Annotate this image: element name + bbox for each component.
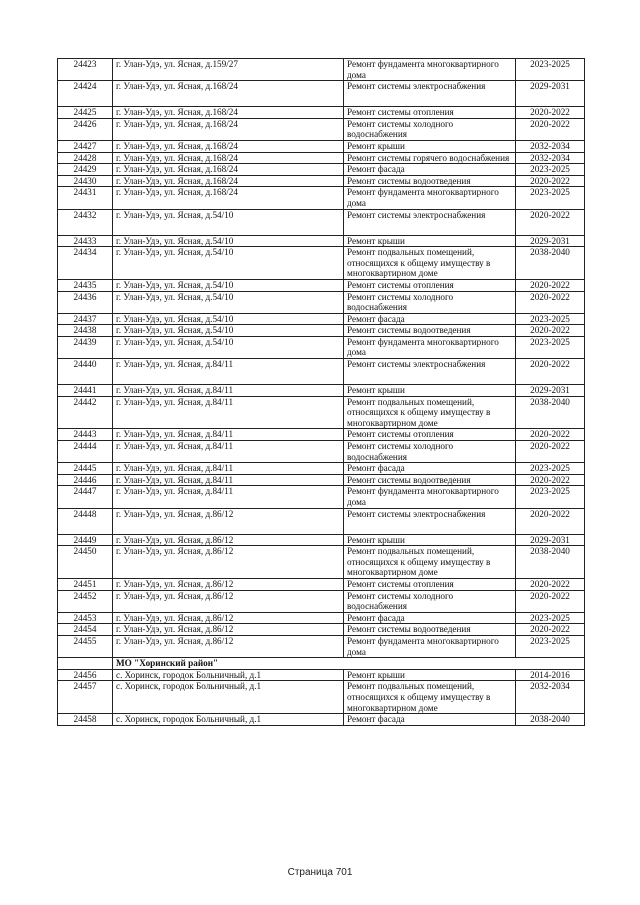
address-cell: г. Улан-Удэ, ул. Ясная, д.54/10 [113,291,344,313]
work-type-cell: Ремонт крыши [344,534,516,546]
address-cell: г. Улан-Удэ, ул. Ясная, д.84/11 [113,463,344,475]
work-type-cell: Ремонт фундамента многоквартирного дома [344,336,516,358]
period-cell: 2029-2031 [516,235,585,247]
address-cell: г. Улан-Удэ, ул. Ясная, д.54/10 [113,325,344,337]
period-cell: 2020-2022 [516,624,585,636]
period-cell: 2023-2025 [516,59,585,81]
period-cell: 2023-2025 [516,313,585,325]
table-row [58,359,585,385]
row-number-cell: 24424 [58,81,113,107]
work-type-cell: Ремонт подвальных помещений, относящихся к общему имуществу в многоквартирном доме [344,681,516,714]
address-cell: г. Улан-Удэ, ул. Ясная, д.86/12 [113,635,344,657]
work-type-cell: Ремонт фасада [344,714,516,726]
row-number-cell: 24446 [58,474,113,486]
row-number-cell: 24458 [58,714,113,726]
table-row [58,624,585,636]
address-cell: г. Улан-Удэ, ул. Ясная, д.84/11 [113,429,344,441]
table-row [58,681,585,714]
address-cell: г. Улан-Удэ, ул. Ясная, д.168/24 [113,187,344,209]
address-cell: г. Улан-Удэ, ул. Ясная, д.84/11 [113,385,344,397]
address-cell: г. Улан-Удэ, ул. Ясная, д.168/24 [113,175,344,187]
period-cell: 2038-2040 [516,546,585,579]
table-row [58,175,585,187]
period-cell: 2020-2022 [516,474,585,486]
work-type-cell: Ремонт крыши [344,235,516,247]
table-row [58,325,585,337]
row-number-cell: 24448 [58,508,113,534]
section-num-cell [58,658,113,670]
period-cell: 2020-2022 [516,578,585,590]
table-body [58,59,585,726]
row-number-cell: 24429 [58,164,113,176]
row-number-cell: 24449 [58,534,113,546]
table-row [58,209,585,235]
table-row [58,279,585,291]
period-cell: 2032-2034 [516,152,585,164]
table-row [58,429,585,441]
period-cell: 2020-2022 [516,107,585,119]
work-type-cell: Ремонт системы водоотведения [344,325,516,337]
table-row [58,546,585,579]
work-type-cell: Ремонт фундамента многоквартирного дома [344,486,516,508]
address-cell: г. Улан-Удэ, ул. Ясная, д.168/24 [113,164,344,176]
period-cell: 2014-2016 [516,669,585,681]
table-row [58,635,585,657]
period-cell: 2038-2040 [516,396,585,429]
period-cell: 2023-2025 [516,463,585,475]
section-row [58,658,585,670]
row-number-cell: 24457 [58,681,113,714]
table-row [58,486,585,508]
work-type-cell: Ремонт системы электроснабжения [344,81,516,107]
address-cell: с. Хоринск, городок Больничный, д.1 [113,681,344,714]
table-row [58,313,585,325]
period-cell: 2023-2025 [516,187,585,209]
address-cell: г. Улан-Удэ, ул. Ясная, д.54/10 [113,209,344,235]
table-row [58,336,585,358]
page-number: Страница 701 [287,867,353,878]
address-cell: г. Улан-Удэ, ул. Ясная, д.84/11 [113,396,344,429]
work-type-cell: Ремонт системы водоотведения [344,175,516,187]
address-cell: г. Улан-Удэ, ул. Ясная, д.168/24 [113,81,344,107]
work-type-cell: Ремонт системы электроснабжения [344,209,516,235]
address-cell: г. Улан-Удэ, ул. Ясная, д.84/11 [113,359,344,385]
row-number-cell: 24432 [58,209,113,235]
work-type-cell: Ремонт системы холодного водоснабжения [344,441,516,463]
row-number-cell: 24454 [58,624,113,636]
work-type-cell: Ремонт крыши [344,385,516,397]
work-type-cell: Ремонт системы отопления [344,107,516,119]
work-type-cell: Ремонт фасада [344,612,516,624]
row-number-cell: 24450 [58,546,113,579]
address-cell: г. Улан-Удэ, ул. Ясная, д.86/12 [113,590,344,612]
address-cell: с. Хоринск, городок Больничный, д.1 [113,669,344,681]
row-number-cell: 24430 [58,175,113,187]
table-row [58,669,585,681]
section-title: МО "Хоринский район" [113,658,585,670]
period-cell: 2020-2022 [516,325,585,337]
row-number-cell: 24439 [58,336,113,358]
work-type-cell: Ремонт фундамента многоквартирного дома [344,635,516,657]
period-cell: 2023-2025 [516,486,585,508]
address-cell: г. Улан-Удэ, ул. Ясная, д.86/12 [113,508,344,534]
row-number-cell: 24442 [58,396,113,429]
row-number-cell: 24431 [58,187,113,209]
table-row [58,508,585,534]
work-type-cell: Ремонт фасада [344,164,516,176]
row-number-cell: 24435 [58,279,113,291]
work-type-cell: Ремонт системы водоотведения [344,474,516,486]
address-cell: г. Улан-Удэ, ул. Ясная, д.84/11 [113,486,344,508]
table-row [58,714,585,726]
period-cell: 2038-2040 [516,247,585,280]
period-cell: 2023-2025 [516,635,585,657]
period-cell: 2029-2031 [516,385,585,397]
table-row [58,235,585,247]
work-type-cell: Ремонт системы отопления [344,578,516,590]
row-number-cell: 24444 [58,441,113,463]
row-number-cell: 24452 [58,590,113,612]
table-row [58,463,585,475]
period-cell: 2020-2022 [516,291,585,313]
address-cell: г. Улан-Удэ, ул. Ясная, д.168/24 [113,140,344,152]
work-type-cell: Ремонт крыши [344,669,516,681]
work-type-cell: Ремонт подвальных помещений, относящихся к общему имуществу в многоквартирном доме [344,546,516,579]
row-number-cell: 24443 [58,429,113,441]
row-number-cell: 24437 [58,313,113,325]
table-row [58,81,585,107]
work-type-cell: Ремонт подвальных помещений, относящихся к общему имуществу в многоквартирном доме [344,396,516,429]
address-cell: г. Улан-Удэ, ул. Ясная, д.86/12 [113,624,344,636]
address-cell: г. Улан-Удэ, ул. Ясная, д.54/10 [113,247,344,280]
row-number-cell: 24456 [58,669,113,681]
table-row [58,590,585,612]
repair-schedule-table [57,58,585,726]
work-type-cell: Ремонт фундамента многоквартирного дома [344,187,516,209]
period-cell: 2020-2022 [516,441,585,463]
work-type-cell: Ремонт фундамента многоквартирного дома [344,59,516,81]
period-cell: 2020-2022 [516,175,585,187]
work-type-cell: Ремонт фасада [344,463,516,475]
period-cell: 2020-2022 [516,279,585,291]
table-row [58,247,585,280]
work-type-cell: Ремонт системы холодного водоснабжения [344,590,516,612]
address-cell: г. Улан-Удэ, ул. Ясная, д.54/10 [113,235,344,247]
address-cell: г. Улан-Удэ, ул. Ясная, д.84/11 [113,441,344,463]
row-number-cell: 24433 [58,235,113,247]
row-number-cell: 24445 [58,463,113,475]
row-number-cell: 24438 [58,325,113,337]
work-type-cell: Ремонт системы отопления [344,279,516,291]
period-cell: 2029-2031 [516,81,585,107]
address-cell: г. Улан-Удэ, ул. Ясная, д.54/10 [113,313,344,325]
row-number-cell: 24441 [58,385,113,397]
row-number-cell: 24434 [58,247,113,280]
work-type-cell: Ремонт системы водоотведения [344,624,516,636]
period-cell: 2032-2034 [516,681,585,714]
work-type-cell: Ремонт системы холодного водоснабжения [344,118,516,140]
address-cell: г. Улан-Удэ, ул. Ясная, д.86/12 [113,612,344,624]
row-number-cell: 24451 [58,578,113,590]
work-type-cell: Ремонт системы горячего водоснабжения [344,152,516,164]
address-cell: г. Улан-Удэ, ул. Ясная, д.54/10 [113,279,344,291]
table-row [58,396,585,429]
table-row [58,385,585,397]
row-number-cell: 24440 [58,359,113,385]
work-type-cell: Ремонт подвальных помещений, относящихся к общему имуществу в многоквартирном доме [344,247,516,280]
table-row [58,291,585,313]
row-number-cell: 24427 [58,140,113,152]
work-type-cell: Ремонт системы отопления [344,429,516,441]
period-cell: 2020-2022 [516,118,585,140]
table-row [58,187,585,209]
table-row [58,164,585,176]
period-cell: 2023-2025 [516,164,585,176]
row-number-cell: 24425 [58,107,113,119]
row-number-cell: 24453 [58,612,113,624]
period-cell: 2032-2034 [516,140,585,152]
address-cell: г. Улан-Удэ, ул. Ясная, д.86/12 [113,546,344,579]
table-row [58,140,585,152]
period-cell: 2023-2025 [516,336,585,358]
row-number-cell: 24447 [58,486,113,508]
address-cell: г. Улан-Удэ, ул. Ясная, д.84/11 [113,474,344,486]
row-number-cell: 24455 [58,635,113,657]
table-row [58,59,585,81]
period-cell: 2020-2022 [516,429,585,441]
period-cell: 2023-2025 [516,612,585,624]
table-row [58,107,585,119]
table-row [58,152,585,164]
table-row [58,118,585,140]
work-type-cell: Ремонт фасада [344,313,516,325]
table-row [58,612,585,624]
work-type-cell: Ремонт крыши [344,140,516,152]
table-row [58,534,585,546]
period-cell: 2020-2022 [516,209,585,235]
work-type-cell: Ремонт системы электроснабжения [344,359,516,385]
table-row [58,474,585,486]
period-cell: 2029-2031 [516,534,585,546]
period-cell: 2038-2040 [516,714,585,726]
address-cell: г. Улан-Удэ, ул. Ясная, д.168/24 [113,118,344,140]
period-cell: 2020-2022 [516,590,585,612]
table-row [58,578,585,590]
row-number-cell: 24436 [58,291,113,313]
work-type-cell: Ремонт системы холодного водоснабжения [344,291,516,313]
address-cell: г. Улан-Удэ, ул. Ясная, д.54/10 [113,336,344,358]
address-cell: г. Улан-Удэ, ул. Ясная, д.86/12 [113,534,344,546]
work-type-cell: Ремонт системы электроснабжения [344,508,516,534]
row-number-cell: 24423 [58,59,113,81]
address-cell: г. Улан-Удэ, ул. Ясная, д.168/24 [113,107,344,119]
row-number-cell: 24428 [58,152,113,164]
address-cell: г. Улан-Удэ, ул. Ясная, д.159/27 [113,59,344,81]
period-cell: 2020-2022 [516,359,585,385]
address-cell: г. Улан-Удэ, ул. Ясная, д.168/24 [113,152,344,164]
address-cell: с. Хоринск, городок Больничный, д.1 [113,714,344,726]
address-cell: г. Улан-Удэ, ул. Ясная, д.86/12 [113,578,344,590]
period-cell: 2020-2022 [516,508,585,534]
row-number-cell: 24426 [58,118,113,140]
table-row [58,441,585,463]
